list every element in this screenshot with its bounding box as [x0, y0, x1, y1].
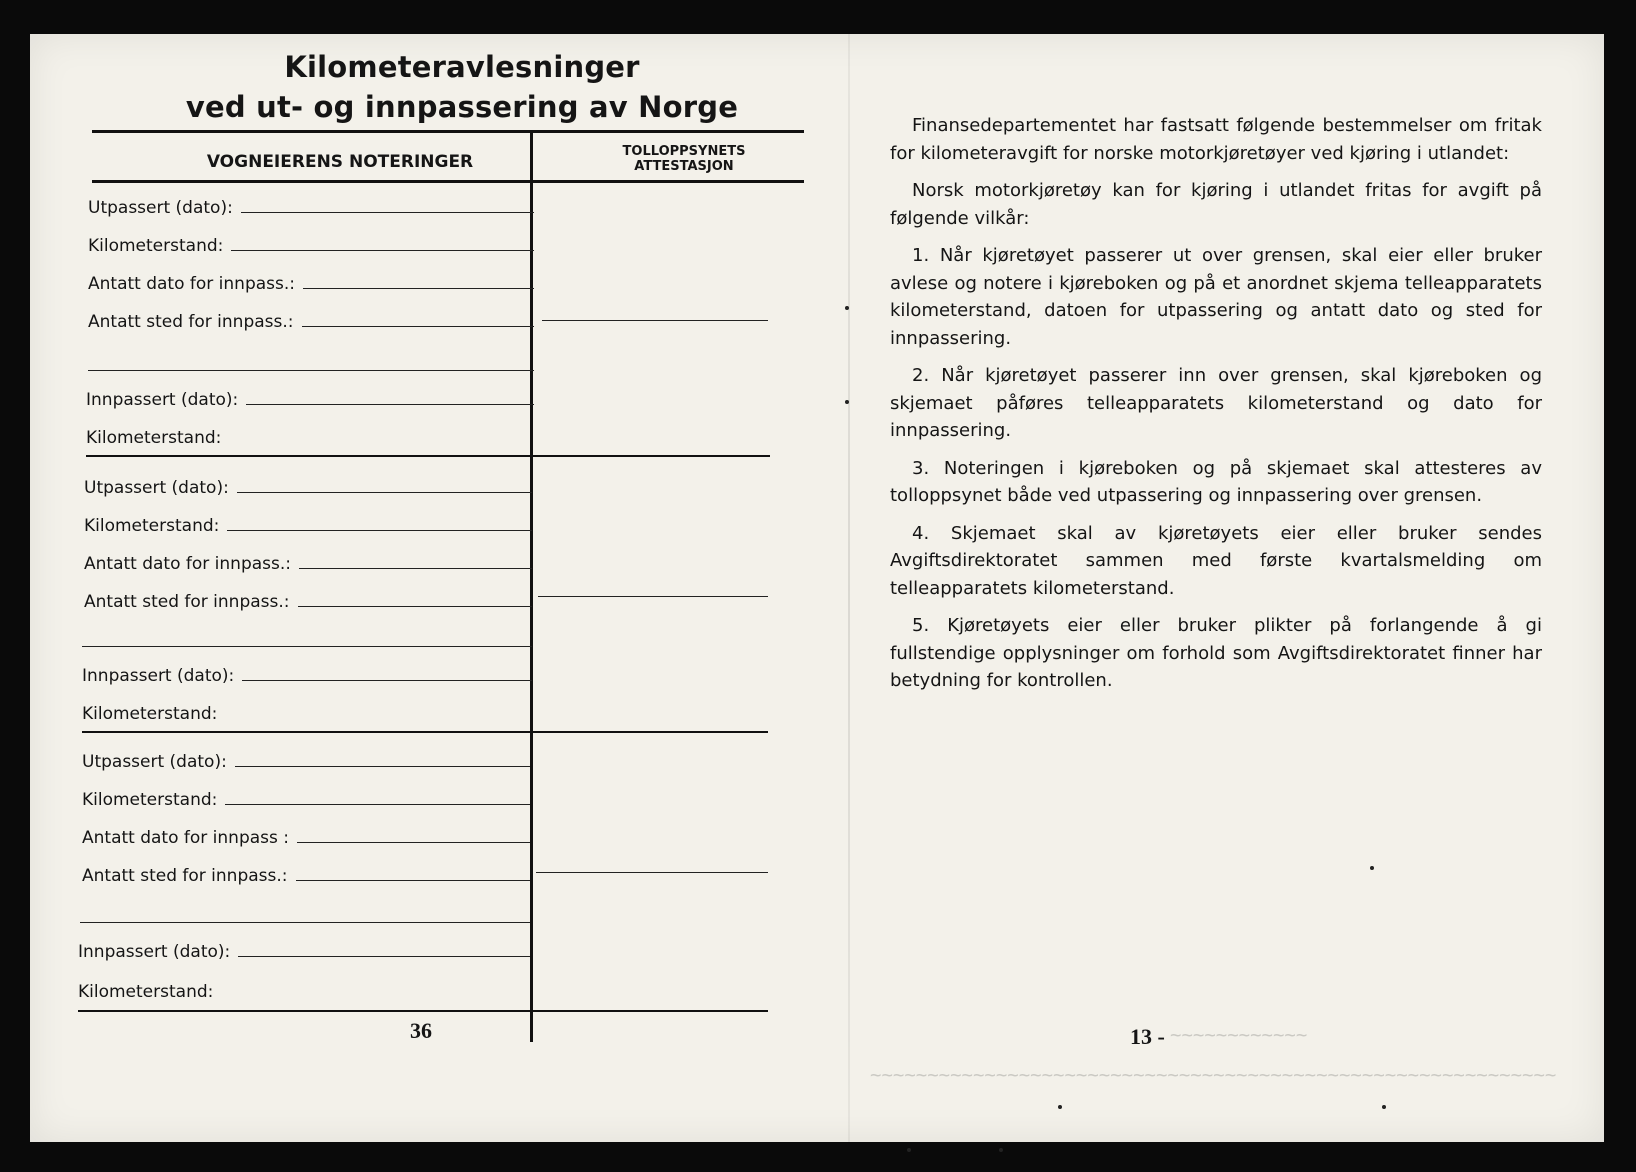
kilometerstand-label: Kilometerstand:	[84, 516, 220, 536]
utpassert-label: Utpassert (dato):	[82, 752, 227, 772]
antatt-dato-label: Antatt dato for innpass.:	[84, 554, 292, 574]
antatt-sted-label: Antatt sted for innpass.:	[88, 312, 294, 332]
bleed-through-mark: ~~~~~~~~~~~~~~~~~~~~~~~~~~~~~~~~~~~~~~~~~~~~~~~~~~~~~~~~~~~~	[870, 1064, 1557, 1086]
form-title-line1: Kilometeravlesninger	[284, 50, 640, 84]
kilometerstand-in-field[interactable]	[86, 428, 534, 448]
intro-paragraph: Finansedepartementet har fastsatt følgende bestemmelser om fritak for kilometeravgift for norske motorkjøretøyer ved kjøring i utlandet:	[890, 115, 1542, 164]
document-sheet	[30, 34, 1604, 1142]
rule-1: 1. Når kjøretøyet passerer ut over grensen, skal eier eller bruker avlese og notere i kjøreboken og på et anordnet skjema telleapparatets kilometerstand, datoen for utpassering og antatt dato og sted for innpassering.	[890, 245, 1542, 349]
page-fold	[848, 34, 850, 1142]
speck	[999, 1148, 1003, 1152]
innpassert-field[interactable]	[78, 942, 530, 962]
customs-header-line2: ATTESTASJON	[634, 159, 734, 174]
page-number-left: 36	[410, 1018, 432, 1043]
utpassert-label: Utpassert (dato):	[84, 478, 229, 498]
extra-line[interactable]	[82, 646, 532, 647]
antatt-sted-field[interactable]	[88, 312, 534, 332]
kilometerstand-out-field[interactable]	[82, 790, 530, 810]
customs-attest-header	[564, 144, 804, 174]
speck	[1058, 1105, 1062, 1109]
utpassert-field[interactable]	[88, 198, 534, 218]
kilometerstand-label: Kilometerstand:	[82, 790, 218, 810]
kilometerstand-label: Kilometerstand:	[78, 982, 214, 1002]
table-top-rule	[92, 130, 804, 133]
extra-line[interactable]	[80, 922, 530, 923]
form-title-line2: ved ut- og innpassering av Norge	[185, 90, 739, 124]
antatt-sted-label: Antatt sted for innpass.:	[82, 866, 288, 886]
utpassert-field[interactable]	[82, 752, 530, 772]
antatt-dato-field[interactable]	[88, 274, 534, 294]
kilometerstand-in-field[interactable]	[82, 704, 532, 724]
customs-header-line1: TOLLOPPSYNETS	[622, 144, 746, 159]
innpassert-field[interactable]	[86, 390, 534, 410]
antatt-dato-field[interactable]	[84, 554, 532, 574]
bleed-through-mark: ~~~~~~~~~~~~	[1170, 1024, 1308, 1046]
page-number-right: 13 -	[1130, 1024, 1165, 1049]
kilometerstand-out-field[interactable]	[84, 516, 532, 536]
customs-divider-line	[538, 596, 768, 597]
innpassert-label: Innpassert (dato):	[78, 942, 231, 962]
condition-paragraph: Norsk motorkjøretøy kan for kjøring i utlandet fritas for avgift på følgende vilkår:	[890, 180, 1542, 229]
antatt-dato-label: Antatt dato for innpass.:	[88, 274, 296, 294]
block-separator	[82, 731, 768, 733]
speck	[1370, 866, 1374, 870]
column-divider	[530, 132, 533, 1042]
antatt-dato-label: Antatt dato for innpass :	[82, 828, 290, 848]
kilometerstand-out-field[interactable]	[88, 236, 534, 256]
rule-2: 2. Når kjøretøyet passerer inn over grensen, skal kjøreboken og skjemaet påføres telleapparatets kilometerstand og dato for innpassering.	[890, 365, 1542, 441]
rule-4: 4. Skjemaet skal av kjøretøyets eier eller bruker sendes Avgiftsdirektoratet sammen med første kvartalsmelding om telleapparatets kilometerstand.	[890, 522, 1542, 599]
owner-notes-header: VOGNEIERENS NOTERINGER	[206, 152, 474, 172]
utpassert-label: Utpassert (dato):	[88, 198, 233, 218]
customs-divider-line	[536, 872, 768, 873]
extra-line[interactable]	[88, 370, 534, 371]
kilometerstand-label: Kilometerstand:	[88, 236, 224, 256]
table-bottom-rule	[78, 1010, 768, 1012]
rule-3: 3. Noteringen i kjøreboken og på skjemaet skal attesteres av tolloppsynet både ved utpassering og innpassering over grensen.	[890, 457, 1542, 506]
speck	[1382, 1105, 1386, 1109]
kilometerstand-in-field[interactable]	[78, 982, 530, 1002]
innpassert-label: Innpassert (dato):	[82, 666, 235, 686]
speck	[907, 1148, 911, 1152]
innpassert-label: Innpassert (dato):	[86, 390, 239, 410]
right-page-text	[890, 112, 1542, 705]
antatt-dato-field[interactable]	[82, 828, 530, 848]
utpassert-field[interactable]	[84, 478, 532, 498]
antatt-sted-field[interactable]	[84, 592, 532, 612]
kilometerstand-label: Kilometerstand:	[86, 428, 222, 448]
header-bottom-rule	[92, 180, 804, 183]
left-page	[30, 34, 848, 1142]
innpassert-field[interactable]	[82, 666, 532, 686]
antatt-sted-label: Antatt sted for innpass.:	[84, 592, 290, 612]
block-separator	[86, 455, 770, 457]
rule-5: 5. Kjøretøyets eier eller bruker plikter på forlangende å gi fullstendige opplysninger om forhold som Avgiftsdirektoratet finner har betydning for kontrollen.	[890, 615, 1542, 691]
kilometerstand-label: Kilometerstand:	[82, 704, 218, 724]
antatt-sted-field[interactable]	[82, 866, 530, 886]
customs-divider-line	[542, 320, 768, 321]
